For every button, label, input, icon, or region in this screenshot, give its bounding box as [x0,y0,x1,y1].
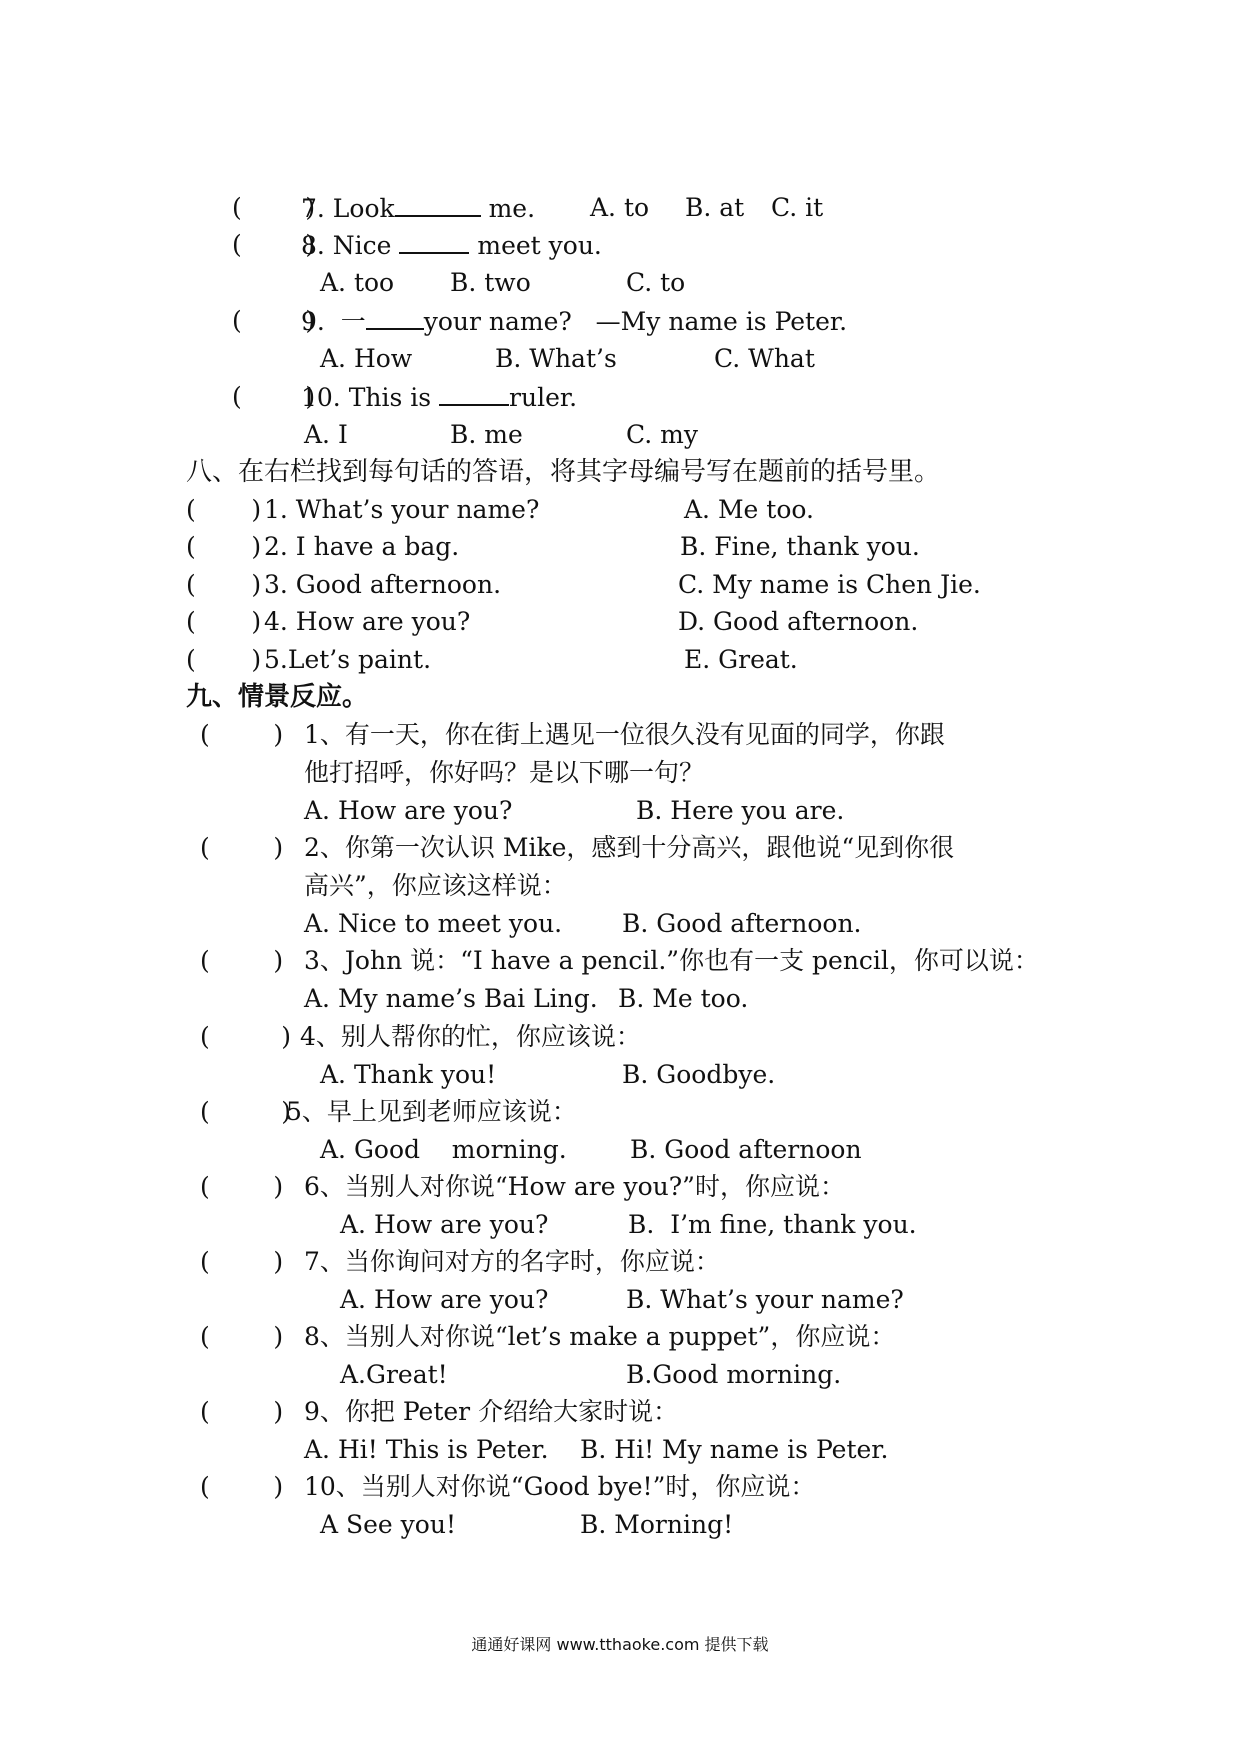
p9-q9-line1: 9、你把 Peter 介绍给大家时说： [304,1397,679,1426]
p9-q3-option-a: A. My name’s Bai Ling. [304,984,598,1013]
q10-option-c: C. my [626,420,698,449]
p9-q9-option-a: A. Hi! This is Peter. [304,1435,549,1464]
p9-q8-line1: 8、当别人对你说“let’s make a puppet”，你应说： [304,1322,896,1351]
p9-q6-line1: 6、当别人对你说“How are you?”时，你应说： [304,1172,845,1201]
p9-q8-option-a: A.Great! [340,1360,448,1389]
p9-q6-paren[interactable]: ( ) [200,1172,284,1201]
p9-q7-option-b: B. What’s your name? [626,1285,904,1314]
q9-option-a: A. How [320,344,413,373]
q10-option-b: B. me [450,420,523,449]
p9-q9-paren[interactable]: ( ) [200,1397,284,1426]
p8-item2-question: 2. I have a bag. [264,532,460,561]
q8-option-b: B. two [450,268,531,297]
q10-blank[interactable] [439,380,509,406]
part9-title: 九、情景反应。 [186,682,369,712]
q9-stem: 9. 一 your name? —My name is Peter. [301,304,847,338]
p9-q4-line1: 4、别人帮你的忙，你应该说： [300,1022,641,1051]
q8-paren[interactable]: ( ) [232,230,316,259]
q7-option-b: B. at [685,193,745,222]
p9-q3-option-b: B. Me too. [618,984,749,1013]
q9-paren[interactable]: ( ) [232,306,316,335]
p9-q10-line1: 10、当别人对你说“Good bye!”时，你应说： [304,1472,816,1501]
p9-q3-line1: 3、John 说：“I have a pencil.”你也有一支 pencil，你可以说： [304,946,1039,975]
p9-q2-line2: 高兴”，你应该这样说： [304,871,567,900]
p8-item2-paren[interactable]: ( ) [186,532,262,561]
p9-q1-option-a: A. How are you? [304,796,513,825]
p9-q5-paren[interactable]: ( ) [200,1097,292,1126]
p8-item3-answer: C. My name is Chen Jie. [678,570,981,599]
q8-option-c: C. to [626,268,686,297]
q10-paren[interactable]: ( ) [232,382,316,411]
q7-paren[interactable]: ( ) [232,193,316,222]
p9-q4-paren[interactable]: ( ) [200,1022,292,1051]
page-footer: 通通好课网 www.tthaoke.com 提供下载 [471,1635,769,1654]
p8-item1-answer: A. Me too. [684,495,814,524]
p9-q1-paren[interactable]: ( ) [200,720,284,749]
p9-q2-option-b: B. Good afternoon. [622,909,862,938]
p8-item3-paren[interactable]: ( ) [186,570,262,599]
p9-q6-option-a: A. How are you? [340,1210,549,1239]
p8-item4-paren[interactable]: ( ) [186,607,262,636]
p9-q7-line1: 7、当你询问对方的名字时，你应说： [304,1247,720,1276]
p9-q5-option-b: B. Good afternoon [630,1135,862,1164]
p9-q4-option-a: A. Thank you! [320,1060,497,1089]
p8-item5-question: 5.Let’s paint. [264,645,432,674]
p9-q8-paren[interactable]: ( ) [200,1322,284,1351]
q9-blank[interactable] [366,304,424,330]
p9-q1-line2: 他打招呼，你好吗？是以下哪一句？ [304,758,705,787]
q8-option-a: A. too [320,268,395,297]
p9-q1-line1: 1、有一天，你在街上遇见一位很久没有见面的同学，你跟 [304,720,945,749]
q9-option-b: B. What’s [495,344,617,373]
q7-option-a: A. to [590,193,650,222]
p9-q2-paren[interactable]: ( ) [200,833,284,862]
p9-q9-option-b: B. Hi! My name is Peter. [580,1435,889,1464]
p9-q10-option-a: A See you! [320,1510,456,1539]
part8-title: 八、在右栏找到每句话的答语，将其字母编号写在题前的括号里。 [186,457,941,487]
q7-stem: 7. Look me. [301,191,535,225]
p9-q7-option-a: A. How are you? [340,1285,549,1314]
p9-q7-paren[interactable]: ( ) [200,1247,284,1276]
p8-item5-answer: E. Great. [684,645,798,674]
p9-q3-paren[interactable]: ( ) [200,946,284,975]
p8-item1-question: 1. What’s your name? [264,495,540,524]
q10-stem: 10. This is ruler. [301,380,577,414]
p8-item4-answer: D. Good afternoon. [678,607,919,636]
p8-item4-question: 4. How are you? [264,607,471,636]
q7-option-c: C. it [771,193,824,222]
p9-q5-line1: 5、早上见到老师应该说： [286,1097,577,1126]
p8-item1-paren[interactable]: ( ) [186,495,262,524]
p9-q4-option-b: B. Goodbye. [622,1060,776,1089]
q8-blank[interactable] [399,228,469,254]
p9-q10-paren[interactable]: ( ) [200,1472,284,1501]
p9-q2-option-a: A. Nice to meet you. [304,909,563,938]
q9-option-c: C. What [714,344,815,373]
p9-q5-option-a: A. Good morning. [320,1135,567,1164]
p9-q8-option-b: B.Good morning. [626,1360,842,1389]
q8-stem: 8. Nice meet you. [301,228,602,262]
q10-option-a: A. I [304,420,348,449]
p9-q6-option-b: B. I’m fine, thank you. [628,1210,917,1239]
p9-q10-option-b: B. Morning! [580,1510,734,1539]
q7-blank[interactable] [395,191,481,217]
p8-item2-answer: B. Fine, thank you. [680,532,920,561]
p9-q1-option-b: B. Here you are. [636,796,845,825]
p9-q2-line1: 2、你第一次认识 Mike，感到十分高兴，跟他说“见到你很 [304,833,955,862]
p8-item3-question: 3. Good afternoon. [264,570,502,599]
p8-item5-paren[interactable]: ( ) [186,645,262,674]
